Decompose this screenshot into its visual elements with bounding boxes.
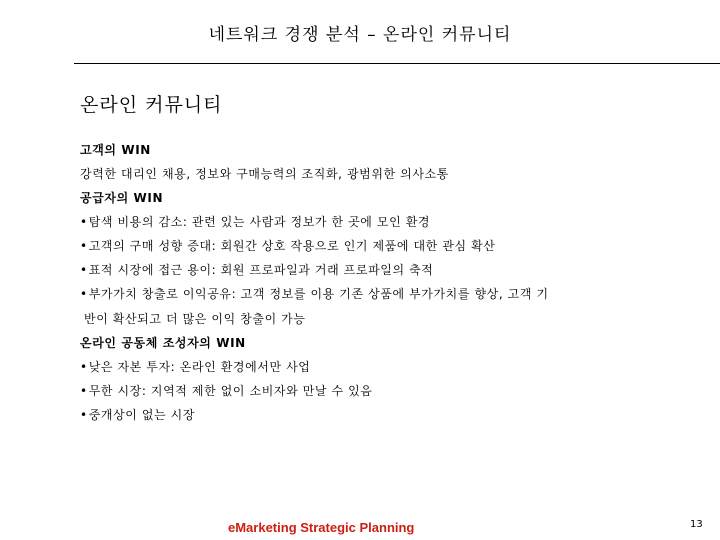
title-divider (74, 63, 720, 64)
slide-title: 네트워크 경쟁 분석 – 온라인 커뮤니티 (208, 25, 512, 45)
supplier-bullet: • 표적 시장에 접근 용이: 회원 프로파일과 거래 프로파일의 축적 (80, 262, 640, 279)
supplier-bullet-first-line: • 부가가치 창출로 이익공유: 고객 정보를 이용 기존 상품에 부가가치를 향상, 고객 기 (80, 287, 549, 301)
community-bullet: • 낮은 자본 투자: 온라인 환경에서만 사업 (80, 359, 640, 376)
supplier-bullet: • 고객의 구매 성향 증대: 회원간 상호 작용으로 인기 제품에 대한 관심 확산 (80, 238, 640, 255)
supplier-bullet-second-line: 반이 확산되고 더 많은 이익 창출이 가능 (84, 312, 306, 326)
footer-text: eMarketing Strategic Planning (228, 520, 415, 535)
slide-subtitle: 온라인 커뮤니티 (80, 94, 223, 116)
supplier-bullet: • 탐색 비용의 감소: 관련 있는 사람과 정보가 한 곳에 모인 환경 (80, 214, 640, 231)
supplier-bullet-wrapped (80, 286, 640, 328)
community-bullet: • 무한 시장: 지역적 제한 없이 소비자와 만날 수 있음 (80, 383, 640, 400)
page-number: 13 (690, 519, 703, 530)
section-heading-customer: 고객의 WIN (80, 143, 151, 157)
section-heading-community-builder: 온라인 공동체 조성자의 WIN (80, 336, 246, 350)
customer-win-text: 강력한 대리인 채용, 정보와 구매능력의 조직화, 광범위한 의사소통 (80, 167, 449, 181)
slide-content (80, 142, 640, 431)
section-heading-supplier: 공급자의 WIN (80, 191, 164, 205)
community-bullet: • 중개상이 없는 시장 (80, 407, 640, 424)
